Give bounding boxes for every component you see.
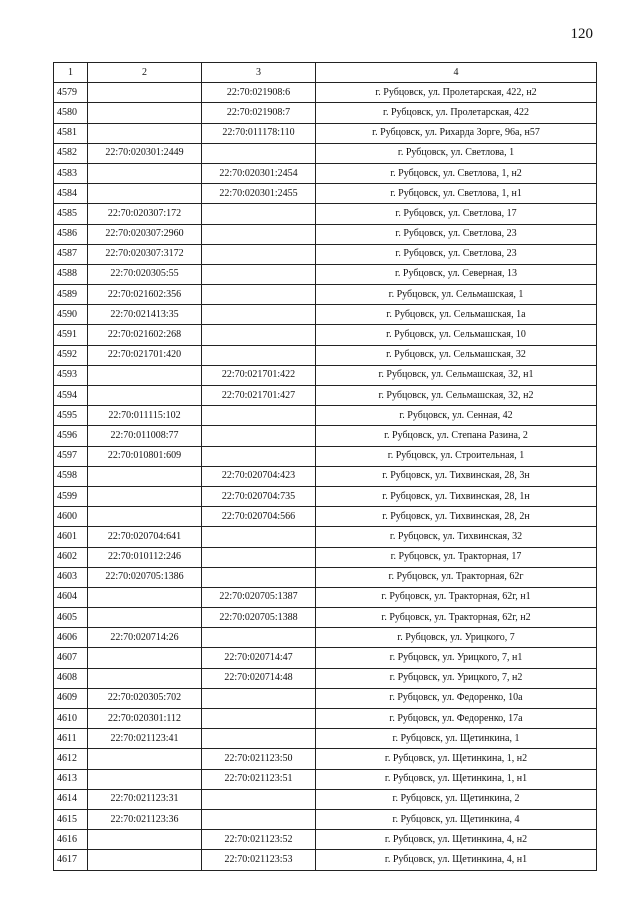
address-cell: г. Рубцовск, ул. Светлова, 1 xyxy=(316,143,597,163)
row-number-cell: 4587 xyxy=(54,244,88,264)
address-cell: г. Рубцовск, ул. Рихарда Зорге, 96а, н57 xyxy=(316,123,597,143)
premises-number-cell xyxy=(202,345,316,365)
cadastral-number-cell xyxy=(88,103,202,123)
premises-number-cell xyxy=(202,426,316,446)
premises-number-cell: 22:70:021701:422 xyxy=(202,365,316,385)
table-row xyxy=(54,426,597,446)
table-row xyxy=(54,406,597,426)
row-number-cell: 4605 xyxy=(54,608,88,628)
premises-number-cell xyxy=(202,305,316,325)
address-cell: г. Рубцовск, ул. Федоренко, 17а xyxy=(316,709,597,729)
row-number-cell: 4607 xyxy=(54,648,88,668)
table-row xyxy=(54,648,597,668)
address-cell: г. Рубцовск, ул. Степана Разина, 2 xyxy=(316,426,597,446)
address-cell: г. Рубцовск, ул. Урицкого, 7, н2 xyxy=(316,668,597,688)
address-cell: г. Рубцовск, ул. Щетинкина, 4, н2 xyxy=(316,830,597,850)
cadastral-number-cell xyxy=(88,648,202,668)
cadastral-number-cell xyxy=(88,608,202,628)
row-number-cell: 4602 xyxy=(54,547,88,567)
row-number-cell: 4580 xyxy=(54,103,88,123)
address-cell: г. Рубцовск, ул. Светлова, 23 xyxy=(316,224,597,244)
premises-number-cell xyxy=(202,567,316,587)
table-row xyxy=(54,386,597,406)
address-cell: г. Рубцовск, ул. Пролетарская, 422, н2 xyxy=(316,83,597,103)
row-number-cell: 4581 xyxy=(54,123,88,143)
table-row xyxy=(54,163,597,183)
row-number-cell: 4591 xyxy=(54,325,88,345)
cadastral-number-cell: 22:70:011008:77 xyxy=(88,426,202,446)
row-number-cell: 4590 xyxy=(54,305,88,325)
row-number-cell: 4598 xyxy=(54,466,88,486)
table-row xyxy=(54,365,597,385)
address-cell: г. Рубцовск, ул. Северная, 13 xyxy=(316,264,597,284)
premises-number-cell xyxy=(202,406,316,426)
premises-number-cell: 22:70:020705:1387 xyxy=(202,587,316,607)
row-number-cell: 4611 xyxy=(54,729,88,749)
address-cell: г. Рубцовск, ул. Тракторная, 62г, н2 xyxy=(316,608,597,628)
premises-number-cell: 22:70:021701:427 xyxy=(202,386,316,406)
premises-number-cell xyxy=(202,325,316,345)
address-cell: г. Рубцовск, ул. Щетинкина, 4 xyxy=(316,809,597,829)
table-row xyxy=(54,446,597,466)
premises-number-cell xyxy=(202,285,316,305)
address-cell: г. Рубцовск, ул. Сельмашская, 32 xyxy=(316,345,597,365)
table-row xyxy=(54,486,597,506)
cadastral-number-cell: 22:70:020705:1386 xyxy=(88,567,202,587)
address-cell: г. Рубцовск, ул. Урицкого, 7, н1 xyxy=(316,648,597,668)
cadastral-number-cell xyxy=(88,749,202,769)
row-number-cell: 4584 xyxy=(54,184,88,204)
row-number-cell: 4594 xyxy=(54,386,88,406)
column-header-2: 2 xyxy=(88,63,202,83)
cadastral-number-cell: 22:70:021701:420 xyxy=(88,345,202,365)
table-row xyxy=(54,224,597,244)
premises-number-cell: 22:70:021123:52 xyxy=(202,830,316,850)
table-row xyxy=(54,668,597,688)
table-row xyxy=(54,547,597,567)
row-number-cell: 4603 xyxy=(54,567,88,587)
premises-number-cell: 22:70:021123:53 xyxy=(202,850,316,870)
row-number-cell: 4610 xyxy=(54,709,88,729)
premises-number-cell xyxy=(202,244,316,264)
address-cell: г. Рубцовск, ул. Щетинкина, 2 xyxy=(316,789,597,809)
table-row xyxy=(54,264,597,284)
address-cell: г. Рубцовск, ул. Федоренко, 10а xyxy=(316,688,597,708)
row-number-cell: 4582 xyxy=(54,143,88,163)
premises-number-cell: 22:70:021908:7 xyxy=(202,103,316,123)
premises-number-cell: 22:70:021123:51 xyxy=(202,769,316,789)
cadastral-number-cell: 22:70:020305:55 xyxy=(88,264,202,284)
table-row xyxy=(54,830,597,850)
table-row xyxy=(54,809,597,829)
registry-table xyxy=(53,62,597,871)
address-cell: г. Рубцовск, ул. Тихвинская, 28, 2н xyxy=(316,507,597,527)
row-number-cell: 4593 xyxy=(54,365,88,385)
table-row xyxy=(54,729,597,749)
premises-number-cell: 22:70:021123:50 xyxy=(202,749,316,769)
row-number-cell: 4617 xyxy=(54,850,88,870)
premises-number-cell xyxy=(202,709,316,729)
cadastral-number-cell xyxy=(88,163,202,183)
table-row xyxy=(54,709,597,729)
table-row xyxy=(54,83,597,103)
page-number: 120 xyxy=(570,26,593,42)
address-cell: г. Рубцовск, ул. Тракторная, 17 xyxy=(316,547,597,567)
address-cell: г. Рубцовск, ул. Сельмашская, 32, н2 xyxy=(316,386,597,406)
table-row xyxy=(54,204,597,224)
address-cell: г. Рубцовск, ул. Тихвинская, 32 xyxy=(316,527,597,547)
premises-number-cell xyxy=(202,628,316,648)
cadastral-number-cell xyxy=(88,123,202,143)
premises-number-cell: 22:70:021908:6 xyxy=(202,83,316,103)
row-number-cell: 4613 xyxy=(54,769,88,789)
cadastral-number-cell: 22:70:020307:3172 xyxy=(88,244,202,264)
address-cell: г. Рубцовск, ул. Урицкого, 7 xyxy=(316,628,597,648)
table-row xyxy=(54,688,597,708)
premises-number-cell xyxy=(202,224,316,244)
table-body xyxy=(54,83,597,870)
cadastral-number-cell xyxy=(88,486,202,506)
premises-number-cell: 22:70:020704:735 xyxy=(202,486,316,506)
premises-number-cell xyxy=(202,789,316,809)
table-row xyxy=(54,608,597,628)
premises-number-cell: 22:70:020704:423 xyxy=(202,466,316,486)
premises-number-cell xyxy=(202,729,316,749)
cadastral-number-cell: 22:70:020714:26 xyxy=(88,628,202,648)
cadastral-number-cell xyxy=(88,830,202,850)
table-row xyxy=(54,103,597,123)
row-number-cell: 4609 xyxy=(54,688,88,708)
address-cell: г. Рубцовск, ул. Щетинкина, 1 xyxy=(316,729,597,749)
table-row xyxy=(54,628,597,648)
row-number-cell: 4608 xyxy=(54,668,88,688)
cadastral-number-cell: 22:70:021413:35 xyxy=(88,305,202,325)
address-cell: г. Рубцовск, ул. Сенная, 42 xyxy=(316,406,597,426)
cadastral-number-cell: 22:70:010801:609 xyxy=(88,446,202,466)
cadastral-number-cell xyxy=(88,668,202,688)
row-number-cell: 4601 xyxy=(54,527,88,547)
row-number-cell: 4615 xyxy=(54,809,88,829)
address-cell: г. Рубцовск, ул. Строительная, 1 xyxy=(316,446,597,466)
row-number-cell: 4579 xyxy=(54,83,88,103)
column-header-1: 1 xyxy=(54,63,88,83)
premises-number-cell xyxy=(202,264,316,284)
row-number-cell: 4612 xyxy=(54,749,88,769)
table-row xyxy=(54,466,597,486)
address-cell: г. Рубцовск, ул. Пролетарская, 422 xyxy=(316,103,597,123)
table-row xyxy=(54,244,597,264)
table-row xyxy=(54,305,597,325)
address-cell: г. Рубцовск, ул. Сельмашская, 1а xyxy=(316,305,597,325)
address-cell: г. Рубцовск, ул. Тихвинская, 28, 1н xyxy=(316,486,597,506)
table-row xyxy=(54,587,597,607)
row-number-cell: 4604 xyxy=(54,587,88,607)
table-row xyxy=(54,184,597,204)
row-number-cell: 4585 xyxy=(54,204,88,224)
row-number-cell: 4588 xyxy=(54,264,88,284)
table-row xyxy=(54,285,597,305)
row-number-cell: 4589 xyxy=(54,285,88,305)
column-header-3: 3 xyxy=(202,63,316,83)
table-header-row xyxy=(54,63,597,83)
cadastral-number-cell xyxy=(88,386,202,406)
cadastral-number-cell: 22:70:020301:2449 xyxy=(88,143,202,163)
premises-number-cell: 22:70:020704:566 xyxy=(202,507,316,527)
address-cell: г. Рубцовск, ул. Сельмашская, 32, н1 xyxy=(316,365,597,385)
address-cell: г. Рубцовск, ул. Светлова, 1, н1 xyxy=(316,184,597,204)
cadastral-number-cell xyxy=(88,184,202,204)
cadastral-number-cell: 22:70:020305:702 xyxy=(88,688,202,708)
address-cell: г. Рубцовск, ул. Сельмашская, 10 xyxy=(316,325,597,345)
row-number-cell: 4599 xyxy=(54,486,88,506)
row-number-cell: 4596 xyxy=(54,426,88,446)
cadastral-number-cell xyxy=(88,365,202,385)
row-number-cell: 4586 xyxy=(54,224,88,244)
address-cell: г. Рубцовск, ул. Светлова, 1, н2 xyxy=(316,163,597,183)
address-cell: г. Рубцовск, ул. Светлова, 23 xyxy=(316,244,597,264)
cadastral-number-cell: 22:70:020307:172 xyxy=(88,204,202,224)
premises-number-cell xyxy=(202,204,316,224)
address-cell: г. Рубцовск, ул. Сельмашская, 1 xyxy=(316,285,597,305)
premises-number-cell xyxy=(202,547,316,567)
row-number-cell: 4597 xyxy=(54,446,88,466)
cadastral-number-cell xyxy=(88,850,202,870)
address-cell: г. Рубцовск, ул. Тихвинская, 28, 3н xyxy=(316,466,597,486)
cadastral-number-cell: 22:70:021123:41 xyxy=(88,729,202,749)
premises-number-cell: 22:70:020714:47 xyxy=(202,648,316,668)
row-number-cell: 4600 xyxy=(54,507,88,527)
premises-number-cell xyxy=(202,446,316,466)
row-number-cell: 4595 xyxy=(54,406,88,426)
table-row xyxy=(54,769,597,789)
cadastral-number-cell xyxy=(88,83,202,103)
row-number-cell: 4592 xyxy=(54,345,88,365)
column-header-4: 4 xyxy=(316,63,597,83)
table-row xyxy=(54,507,597,527)
cadastral-number-cell: 22:70:020301:112 xyxy=(88,709,202,729)
table-row xyxy=(54,123,597,143)
cadastral-number-cell: 22:70:021123:31 xyxy=(88,789,202,809)
cadastral-number-cell xyxy=(88,507,202,527)
cadastral-number-cell: 22:70:020307:2960 xyxy=(88,224,202,244)
table-row xyxy=(54,345,597,365)
table-row xyxy=(54,850,597,870)
table-row xyxy=(54,325,597,345)
table-row xyxy=(54,749,597,769)
premises-number-cell xyxy=(202,688,316,708)
cadastral-number-cell xyxy=(88,466,202,486)
table-row xyxy=(54,567,597,587)
row-number-cell: 4583 xyxy=(54,163,88,183)
table-row xyxy=(54,527,597,547)
cadastral-number-cell: 22:70:020704:641 xyxy=(88,527,202,547)
row-number-cell: 4606 xyxy=(54,628,88,648)
premises-number-cell: 22:70:020301:2455 xyxy=(202,184,316,204)
premises-number-cell xyxy=(202,143,316,163)
premises-number-cell xyxy=(202,527,316,547)
premises-number-cell: 22:70:011178:110 xyxy=(202,123,316,143)
cadastral-number-cell xyxy=(88,769,202,789)
cadastral-number-cell: 22:70:021123:36 xyxy=(88,809,202,829)
premises-number-cell xyxy=(202,809,316,829)
premises-number-cell: 22:70:020714:48 xyxy=(202,668,316,688)
cadastral-number-cell: 22:70:021602:356 xyxy=(88,285,202,305)
cadastral-number-cell: 22:70:021602:268 xyxy=(88,325,202,345)
address-cell: г. Рубцовск, ул. Тракторная, 62г xyxy=(316,567,597,587)
row-number-cell: 4616 xyxy=(54,830,88,850)
premises-number-cell: 22:70:020705:1388 xyxy=(202,608,316,628)
address-cell: г. Рубцовск, ул. Щетинкина, 4, н1 xyxy=(316,850,597,870)
row-number-cell: 4614 xyxy=(54,789,88,809)
cadastral-number-cell: 22:70:010112:246 xyxy=(88,547,202,567)
address-cell: г. Рубцовск, ул. Щетинкина, 1, н1 xyxy=(316,769,597,789)
cadastral-number-cell: 22:70:011115:102 xyxy=(88,406,202,426)
address-cell: г. Рубцовск, ул. Щетинкина, 1, н2 xyxy=(316,749,597,769)
table-row xyxy=(54,789,597,809)
premises-number-cell: 22:70:020301:2454 xyxy=(202,163,316,183)
address-cell: г. Рубцовск, ул. Светлова, 17 xyxy=(316,204,597,224)
table-row xyxy=(54,143,597,163)
cadastral-number-cell xyxy=(88,587,202,607)
address-cell: г. Рубцовск, ул. Тракторная, 62г, н1 xyxy=(316,587,597,607)
